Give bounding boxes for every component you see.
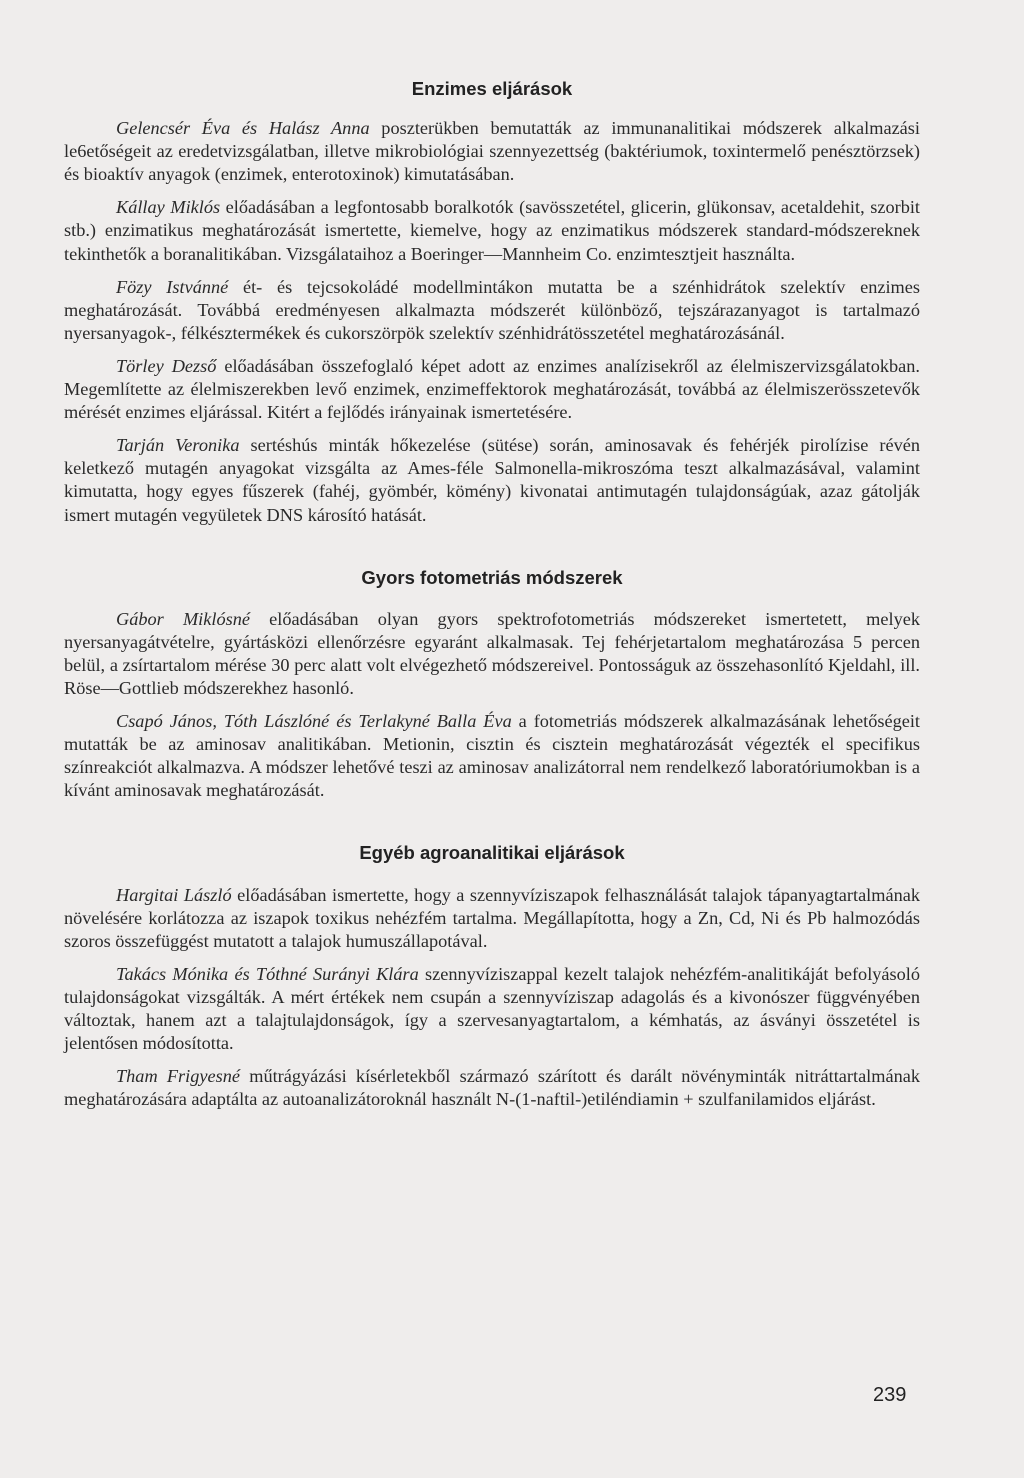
author-name: Tham Frigyesné xyxy=(116,1066,240,1087)
paragraph xyxy=(64,608,920,700)
paragraph xyxy=(64,434,920,526)
author-name: Takács Mónika és Tóthné Surányi Klára xyxy=(116,963,419,984)
paragraph xyxy=(64,963,920,1055)
author-name: Tarján Veronika xyxy=(116,435,240,456)
paragraph xyxy=(64,276,920,345)
paragraph-text: műtrágyázási kísérletekből származó szárított és darált növényminták nitráttartalmának meghatározására adaptálta az autoanalizátoroknál használt N-(1-naftil-)etiléndiamin + szulfanilamidos eljárást. xyxy=(64,1066,920,1110)
paragraph xyxy=(64,196,920,265)
author-name: Gábor Miklósné xyxy=(116,608,250,629)
paragraph-text: előadásában olyan gyors spektrofotometriás módszereket ismertetett, melyek nyersanyagátvételre, gyártásközi ellenőrzésre egyaránt alkalmasak. Tej fehérjetartalom meghatározása 5 percen belül, a zsírtartalom mérése 30 perc alatt volt elvégezhető módszereivel. Pontosságuk az összehasonlító Kjeldahl, ill. Röse—Gottlieb módszerekhez hasonló. xyxy=(64,608,920,698)
article-body xyxy=(64,74,920,1121)
author-name: Gelencsér Éva és Halász Anna xyxy=(116,118,370,139)
paragraph-text: sertéshús minták hőkezelése (sütése) során, aminosavak és fehérjék pirolízise révén keletkező mutagén anyagokat vizsgálta az Ames-féle Salmonella-mikroszóma teszt alkalmazásával, valamint kimutatta, hogy egyes fűszerek (fahéj, gyömbér, kömény) kivonatai antimutagén tulajdonságúak, azaz gátolják ismert mutagén vegyületek DNS károsító hatását. xyxy=(64,435,920,525)
page-number: 239 xyxy=(873,1384,907,1406)
paragraph-text: szennyvíziszappal kezelt talajok nehézfém-analitikáját befolyásoló tulajdonságokat vizsgálták. A mért értékek nem csupán a szennyvíziszap adagolás és a kivonószer függvényében változtak, hanem azt a talajtulajdonságok, így a szervesanyagtartalom, a kémhatás, az ásványi összetétel is jelentősen módosította. xyxy=(64,963,921,1054)
paragraph-text: a fotometriás módszerek alkalmazásának lehetőségeit mutatták be az aminosav analitikában. Metionin, cisztin és cisztein meghatározását végezték el specifikus színreakciót alkalmazva. A módszer lehetővé teszi az aminosav analizátorral nem rendelkező laboratóriumokban is a kívánt aminosavak meghatározását. xyxy=(64,711,920,801)
paragraph-text: előadásában ismertette, hogy a szennyvíziszapok felhasználását talajok tápanyagtartalmának növelésére korlátozza az iszapok toxikus nehézfém tartalma. Megállapította, hogy a Zn, Cd, Ni és Pb halmozódás szoros összefüggést mutatott a talajok humuszállapotával. xyxy=(64,884,920,951)
section-title-fotometrias: Gyors fotometriás módszerek xyxy=(361,566,623,588)
paragraph xyxy=(64,1065,920,1111)
paragraph-text: előadásában összefoglaló képet adott az enzimes analízisekről az élelmiszervizsgálatokban. Megemlítette az élelmiszerekben levő enzimek, enzimeffektorok meghatározását, továbbá az élelmiszerösszetevők mérését enzimes eljárással. Kitért a fejlődés irányainak ismertetésére. xyxy=(64,355,920,423)
author-name: Kállay Miklós xyxy=(116,197,221,218)
section-title-agroanalitikai: Egyéb agroanalitikai eljárások xyxy=(359,842,625,864)
author-name: Csapó János, Tóth Lászlóné és Terlakyné Balla Éva xyxy=(116,711,512,732)
paragraph xyxy=(64,117,920,186)
paragraph-text: poszterükben bemutatták az immunanalitikai módszerek alkalmazási le6etőségeit az eredetvizsgálatban, illetve mikrobiológiai szennyezettség (baktériumok, toxintermelő penésztörzsek) és bioaktív anyagok (enzimek, enterotoxinok) kimutatásában. xyxy=(64,118,920,185)
author-name: Törley Dezső xyxy=(116,355,217,376)
paragraph-text: előadásában a legfontosabb boralkotók (savösszetétel, glicerin, glükonsav, acetaldehit, szorbit stb.) enzimatikus meghatározását ismertette, kiemelve, hogy az enzimatikus módszerek standard-módszereknek tekinthetők a boranalitikában. Vizsgálataihoz a Boeringer—Mannheim Co. enzimtesztjeit használta. xyxy=(64,197,920,264)
author-name: Fözy Istvánné xyxy=(116,276,229,297)
section-title-enzimes: Enzimes eljárások xyxy=(411,78,573,99)
paragraph xyxy=(64,884,920,953)
paragraph-text: ét- és tejcsokoládé modellmintákon mutatta be a szénhidrátok szelektív enzimes meghatározását. Továbbá eredményesen alkalmazta módszerét különböző, tejszárazanyagot is tartalmazó nyersanyagok-, félkésztermékek és cukorszörpök szelektív szénhidrátösszetétel meghatározásánál. xyxy=(64,276,920,343)
paragraph xyxy=(64,355,920,424)
paragraph xyxy=(64,710,920,802)
author-name: Hargitai László xyxy=(116,884,232,905)
